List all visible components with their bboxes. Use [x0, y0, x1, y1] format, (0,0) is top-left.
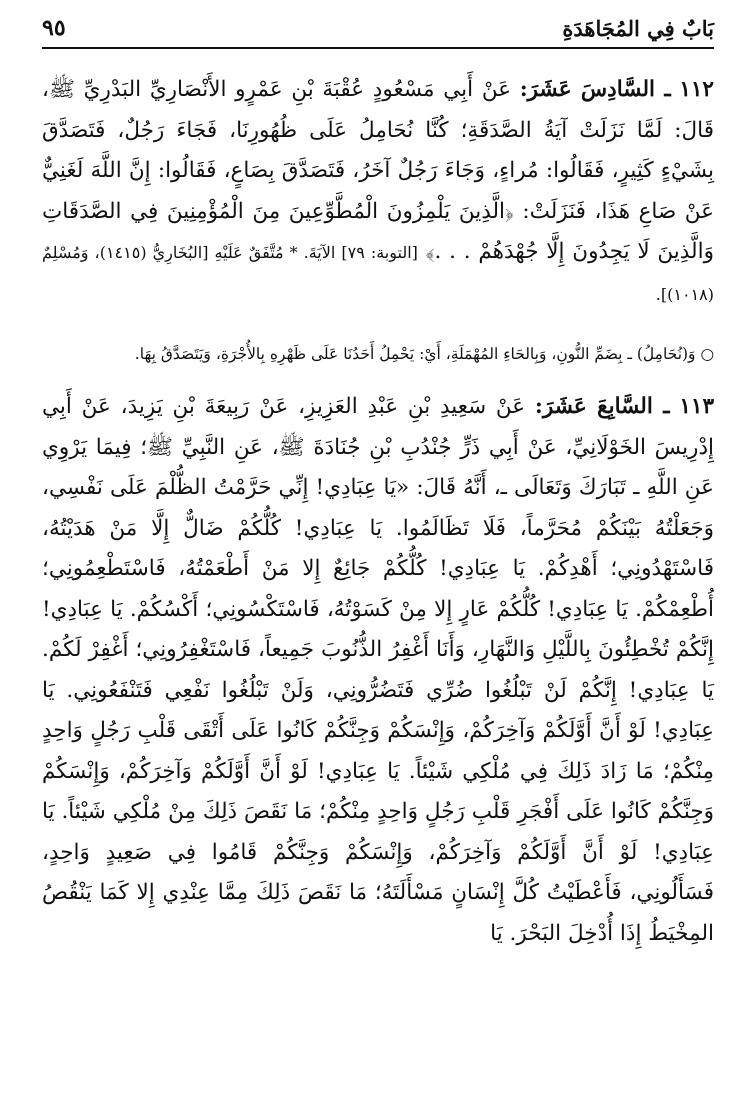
hadith-112-title: ـ السَّادِسَ عَشَرَ: [519, 77, 671, 102]
page-content [42, 70, 714, 954]
header-rule [42, 47, 714, 49]
note-112: ○ وَ(نُحَامِلُ) ـ بِضَمِّ النُّونِ، وَبِالحَاءِ المُهْمَلَةِ، أَيْ: يَحْمِلُ أَحَدُنَا عَلَى ظَهْرِهِ بِالأُجْرَةِ، وَيَتَصَدَّقُ بِهَا. [134, 345, 714, 363]
hadith-113-number: ١١٣ [679, 394, 715, 419]
section-gap [42, 315, 714, 329]
hadith-113 [42, 387, 714, 954]
hadith-113-title: ـ السَّابِعَ عَشَرَ: [534, 394, 670, 419]
hadith-113-body: عَنْ سَعِيدِ بْنِ عَبْدِ العَزِيزِ، عَنْ رَبِيعَةَ بْنِ يَزِيدَ، عَنْ أَبِي إِدْرِيسَ الخَوْلَانِيِّ، عَنْ أَبِي ذَرٍّ جُنْدُبِ بْنِ جُنَادَةَ ﷺ، عَنِ النَّبِيِّ ﷺ؛ فِيمَا يَرْوِي عَنِ اللَّهِ ـ تَبَارَكَ وَتَعَالَى ـ، أَنَّهُ قَالَ: «يَا عِبَادِي! إِنِّي حَرَّمْتُ الظُّلْمَ عَلَى نَفْسِي، وَجَعَلْتُهُ بَيْنَكُمْ مُحَرَّماً، فَلَا تَظَالَمُوا. يَا عِبَادِي! كُلُّكُمْ ضَالٌّ إِلَّا مَنْ هَدَيْتُهُ، فَاسْتَهْدُونِي؛ أَهْدِكُمْ. يَا عِبَادِي! كُلُّكُمْ جَائِعٌ إِلا مَنْ أَطْعَمْتُهُ، فَاسْتَطْعِمُونِي؛ أُطْعِمْكُمْ. يَا عِبَادِي! كُلُّكُمْ عَارٍ إِلا مِنْ كَسَوْتُهُ، فَاسْتَكْسُونِي؛ أَكْسُكُمْ. يَا عِبَادِي! إِنَّكُمْ تُخْطِئُونَ بِاللَّيْلِ وَالنَّهَارِ، وَأَنَا أَغْفِرُ الذُّنُوبَ جَمِيعاً، فَاسْتَغْفِرُونِي؛ أَغْفِرْ لَكُمْ. يَا عِبَادِي! إِنَّكُمْ لَنْ تَبْلُغُوا ضُرِّي فَتَضُرُّونِي، وَلَنْ تَبْلُغُوا نَفْعِي فَتَنْفَعُونِي. يَا عِبَادِي! لَوْ أَنَّ أَوَّلَكُمْ وَآخِرَكُمْ، وَإِنْسَكُمْ وَجِنَّكُمْ كَانُوا عَلَى أَتْقَى قَلْبِ رَجُلٍ وَاحِدٍ مِنْكُمْ؛ مَا زَادَ ذَلِكَ فِي مُلْكِي شَيْئاً. يَا عِبَادِي! لَوْ أَنَّ أَوَّلَكُمْ وَآخِرَكُمْ، وَإِنْسَكُمْ وَجِنَّكُمْ كَانُوا عَلَى أَفْجَرِ قَلْبِ رَجُلٍ وَاحِدٍ مِنْكُمْ؛ مَا نَقَصَ ذَلِكَ مِنْ مُلْكِي شَيْئاً. يَا عِبَادِي! لَوْ أَنَّ أَوَّلَكُمْ وَآخِرَكُمْ، وَإِنْسَكُمْ وَجِنَّكُمْ قَامُوا فِي صَعِيدٍ وَاحِدٍ، فَسَأَلُونِي، فَأَعْطَيْتُ كُلَّ إِنْسَانٍ مَسْأَلَتَهُ؛ مَا نَقَصَ ذَلِكَ مِمَّا عِنْدِي إِلا كَمَا يَنْقُصُ المِخْيَطُ إِذَا أُدْخِلَ البَحْرَ. يَا [42, 394, 714, 946]
hadith-112 [42, 70, 714, 315]
running-header [42, 8, 714, 48]
chapter-title: بَابٌ فِي المُجَاهَدَةِ [562, 15, 714, 41]
hadith-112-body: عَنْ أَبِي مَسْعُودٍ عُقْبَةَ بْنِ عَمْرٍو الأَنْصَارِيِّ البَدْرِيِّ ﷺ، قَالَ: لَمَّا نَزَلَتْ آيَةُ الصَّدَقَةِ؛ كُنَّا نُحَامِلُ عَلَى ظُهُورِنَا، فَجَاءَ رَجُلٌ، فَتَصَدَّقَ بِشَيْءٍ كَثِيرٍ، فَقَالُوا: مُراءٍ، وَجَاءَ رَجُلٌ آخَرُ، فَتَصَدَّقَ بِصَاعٍ، فَقَالُوا: إِنَّ اللَّهَ لَغَنِيٌّ عَنْ صَاعِ هَذَا، فَنَزَلَتْ: ﴿الَّذِينَ يَلْمِزُونَ الْمُطَّوِّعِينَ مِنَ الْمُؤْمِنِينَ فِي الصَّدَقَاتِ وَالَّذِينَ لَا يَجِدُونَ إِلَّا جُهْدَهُمْ . . .﴾ [42, 77, 714, 264]
hadith-112-reference: [التوبة: ٧٩] الآيَةَ. * مُتَّفَقٌ عَلَيْهِ [البُخَارِيُّ (١٤١٥)، وَمُسْلِمٌ (١٠١٨)]. [42, 243, 714, 304]
book-page [42, 0, 714, 1115]
hadith-112-number: ١١٢ [679, 77, 714, 102]
page-number: ٩٥ [42, 15, 66, 41]
